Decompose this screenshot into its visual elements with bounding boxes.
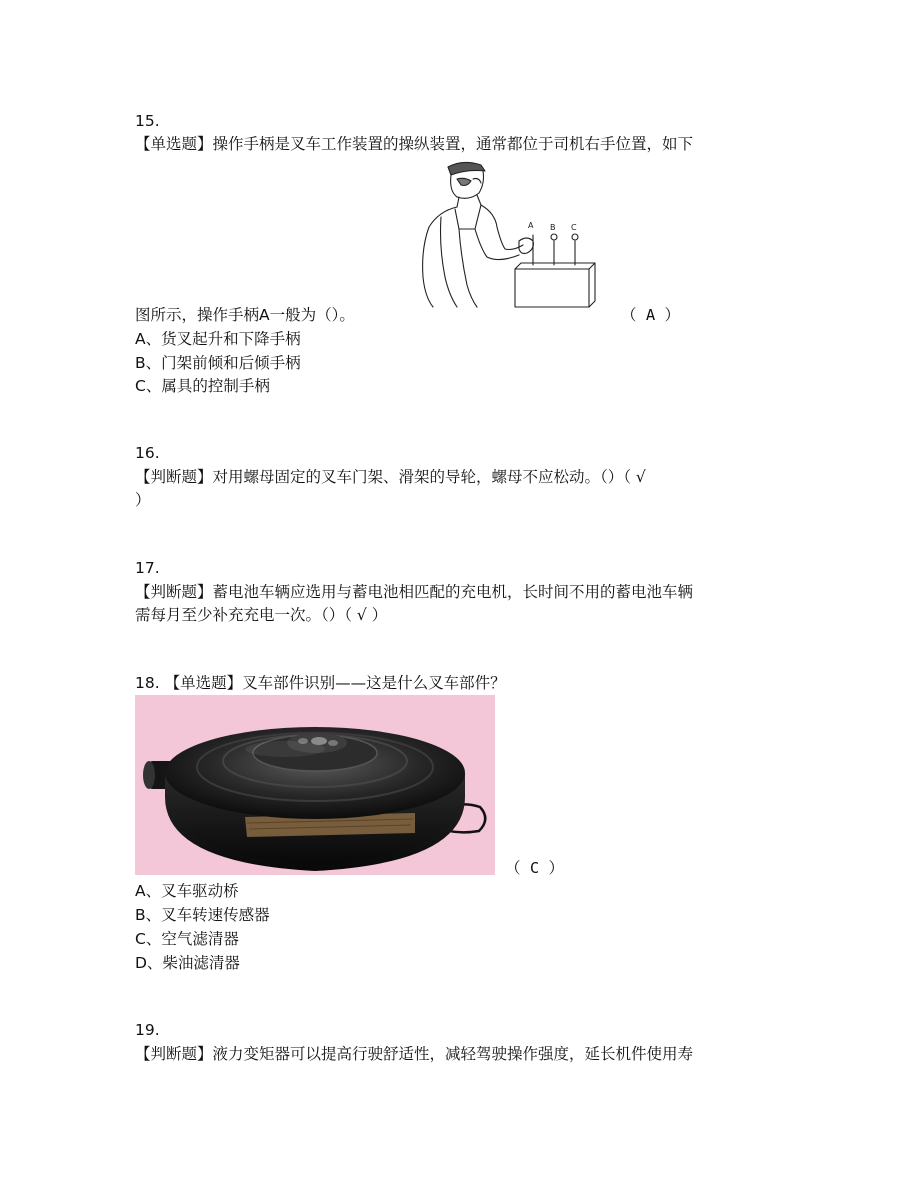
q18-heading: 18. 【单选题】叉车部件识别——这是什么叉车部件？ [135,674,506,692]
q15-question-line2: 图所示，操作手柄A一般为（）。 [135,306,355,324]
air-filter-photo [135,695,495,875]
q17-question-line2: 需每月至少补充充电一次。（）（ √ ） [135,606,388,624]
q15-answer: （ A ） [621,306,680,324]
q15-option-a: A、货叉起升和下降手柄 [135,330,301,348]
q18-option-d: D、柴油滤清器 [135,954,240,972]
q17-number: 17. [135,559,160,577]
q18-answer: （ C ） [505,859,564,877]
lever-label-b: B [550,223,556,232]
lever-label-c: C [571,223,577,232]
q18-option-b: B、叉车转速传感器 [135,906,270,924]
lever-label-a: A [528,221,534,230]
q18-option-a: A、叉车驱动桥 [135,882,239,900]
q16-question-line2: ） [135,491,151,509]
q15-option-c: C、属具的控制手柄 [135,377,270,395]
q15-option-b: B、门架前倾和后倾手柄 [135,354,301,372]
operator-levers-figure [415,157,625,309]
q16-number: 16. [135,444,160,462]
q18-option-c: C、空气滤清器 [135,930,239,948]
q19-question-line1: 【判断题】液力变矩器可以提高行驶舒适性，减轻驾驶操作强度，延长机件使用寿 [135,1045,694,1063]
q15-question-line1: 【单选题】操作手柄是叉车工作装置的操纵装置，通常都位于司机右手位置，如下 [135,135,694,153]
q16-question-line1: 【判断题】对用螺母固定的叉车门架、滑架的导轮，螺母不应松动。（）（ √ [135,468,646,486]
q15-number: 15. [135,112,160,130]
q19-number: 19. [135,1021,160,1039]
q17-question-line1: 【判断题】蓄电池车辆应选用与蓄电池相匹配的充电机，长时间不用的蓄电池车辆 [135,583,694,601]
